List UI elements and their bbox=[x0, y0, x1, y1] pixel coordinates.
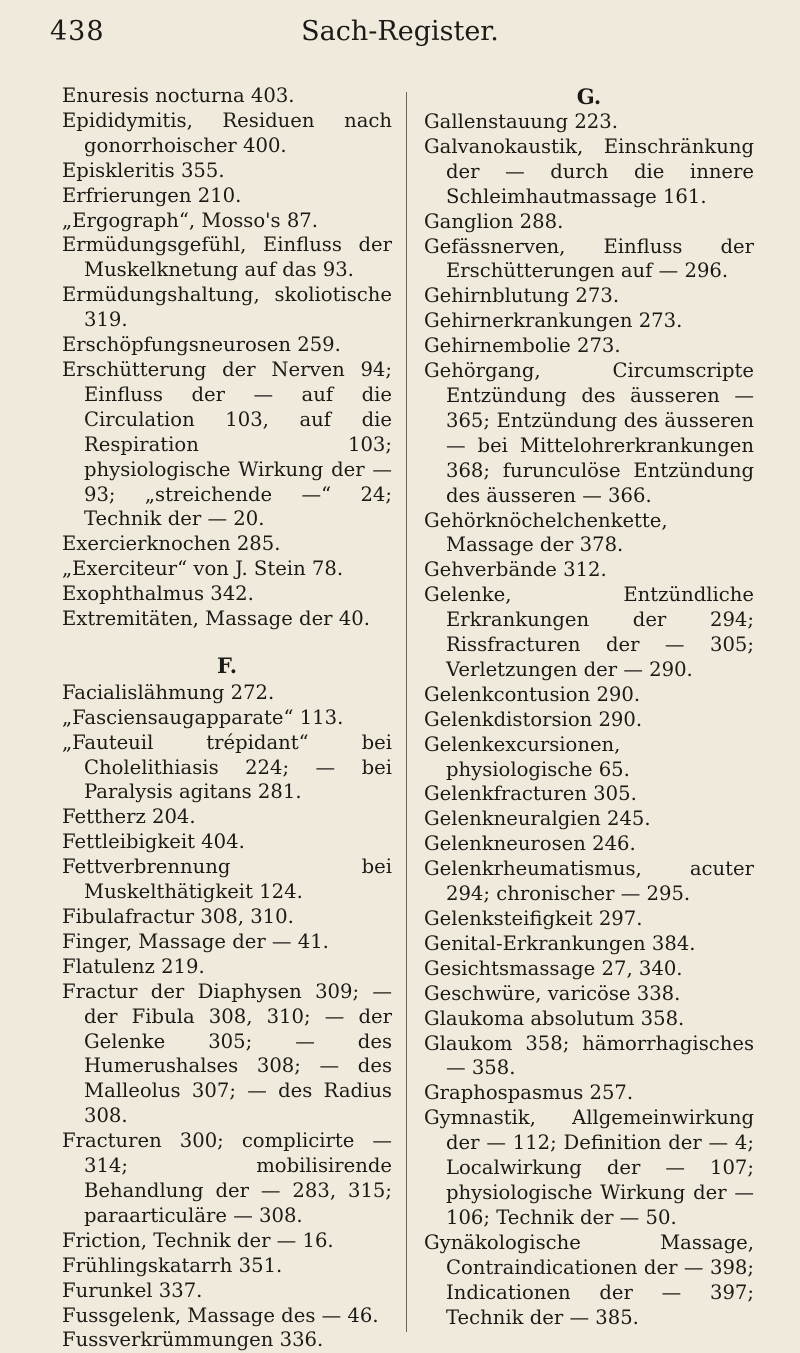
index-entry: Gelenke, Entzündliche Erkrankungen der 294; Rissfracturen der — 305; Verletzungen der — 290. bbox=[424, 583, 754, 681]
index-entry: Fibulafractur 308, 310. bbox=[62, 905, 294, 928]
index-entry: Gehörknöchelchenkette, Massage der 378. bbox=[424, 508, 668, 557]
page-header bbox=[50, 16, 750, 56]
section-letter-g: G. bbox=[576, 84, 602, 109]
index-entry: Furunkel 337. bbox=[62, 1278, 203, 1302]
index-entry: Glaukoma absolutum 358. bbox=[424, 1006, 685, 1030]
index-entry: „Ergograph“, Mosso's 87. bbox=[62, 208, 318, 232]
index-entry: Exercierknochen 285. bbox=[62, 532, 281, 556]
index-entry: Fettherz 204. bbox=[62, 805, 196, 829]
index-entry: Gefässnerven, Einfluss der Erschütterungen auf — 296. bbox=[424, 234, 754, 283]
index-entry: Fettleibigkeit 404. bbox=[62, 830, 245, 854]
index-entry: Facialislähmung 272. bbox=[62, 680, 275, 704]
index-entry: Gehirnblutung 273. bbox=[424, 284, 620, 308]
index-entry: Gelenkrheumatismus, acuter 294; chronischer — 295. bbox=[424, 857, 754, 906]
index-entry: „Exerciteur“ von J. Stein 78. bbox=[62, 557, 344, 581]
index-entry: Gehörgang, Circumscripte Entzündung des äusseren — 365; Entzündung des äusseren — bei Mittelohrerkrankungen 368; furunculöse Entzündung des äusseren — 366. bbox=[424, 359, 754, 507]
index-entry: Gelenkfracturen 305. bbox=[424, 782, 637, 806]
index-entry: Episkleritis 355. bbox=[62, 158, 225, 182]
index-entry: Ermüdungshaltung, skoliotische 319. bbox=[62, 283, 392, 332]
index-entry: Gelenkneurosen 246. bbox=[424, 832, 636, 856]
entries-g bbox=[424, 110, 754, 1330]
index-entry: Glaukom 358; hämorrhagisches — 358. bbox=[424, 1031, 754, 1080]
index-entry: Gelenkneuralgien 245. bbox=[424, 807, 651, 831]
index-entry: Gehirnembolie 273. bbox=[424, 334, 621, 358]
index-entry: Flatulenz 219. bbox=[62, 954, 205, 978]
index-entry: Finger, Massage der — 41. bbox=[62, 929, 329, 953]
index-entry: Gymnastik, Allgemeinwirkung der — 112; Definition der — 4; Localwirkung der — 107; physiologische Wirkung der — 106; Technik der — 50. bbox=[424, 1106, 754, 1229]
index-entry: Gallenstauung 223. bbox=[424, 110, 618, 133]
section-letter-f: F. bbox=[216, 652, 238, 678]
index-entry: Friction, Technik der — 16. bbox=[62, 1228, 334, 1252]
index-entry: Erfrierungen 210. bbox=[62, 183, 242, 207]
index-entry: Epididymitis, Residuen nach gonorrhoischer 400. bbox=[62, 108, 392, 157]
left-column bbox=[62, 84, 392, 1353]
index-entry: Galvanokaustik, Einschränkung der — durch die innere Schleimhautmassage 161. bbox=[424, 134, 754, 208]
index-entry: Graphospasmus 257. bbox=[424, 1081, 634, 1105]
right-column bbox=[424, 110, 754, 1330]
index-entry: Gesichtsmassage 27, 340. bbox=[424, 956, 683, 980]
index-entry: Fractur der Diaphysen 309; — der Fibula 308, 310; — der Gelenke 305; — des Humerushalses 308; — des Malleolus 307; — des Radius 308. bbox=[62, 979, 392, 1128]
index-entry: „Fasciensaugapparate“ 113. bbox=[62, 705, 344, 729]
index-entry: Gynäkologische Massage, Contraindicationen der — 398; Indicationen der — 397; Technik der — 385. bbox=[424, 1230, 754, 1329]
index-entry: Extremitäten, Massage der 40. bbox=[62, 607, 370, 631]
index-entry: Fettverbrennung bei Muskelthätigkeit 124. bbox=[62, 855, 392, 904]
index-entry: Gelenkdistorsion 290. bbox=[424, 707, 643, 731]
column-divider bbox=[406, 92, 407, 1332]
index-entry: Erschöpfungsneurosen 259. bbox=[62, 333, 341, 357]
index-entry: Gelenksteifigkeit 297. bbox=[424, 907, 643, 930]
index-entry: Fussverkrümmungen 336. bbox=[62, 1328, 324, 1352]
index-entry: Gehverbände 312. bbox=[424, 558, 607, 582]
index-entry: Gelenkcontusion 290. bbox=[424, 682, 641, 706]
index-entry: Exophthalmus 342. bbox=[62, 582, 254, 606]
running-head: Sach-Register. bbox=[301, 16, 499, 47]
index-entry: Geschwüre, varicöse 338. bbox=[424, 981, 681, 1005]
index-entry: Frühlingskatarrh 351. bbox=[62, 1253, 283, 1277]
index-entry: Fussgelenk, Massage des — 46. bbox=[62, 1303, 379, 1327]
index-entry: Gelenkexcursionen, physiologische 65. bbox=[424, 732, 630, 781]
entries-f bbox=[62, 681, 392, 1353]
entries-e bbox=[62, 84, 392, 632]
index-entry: Gehirnerkrankungen 273. bbox=[424, 309, 683, 333]
index-entry: Genital-Erkrankungen 384. bbox=[424, 931, 696, 955]
index-entry: Ganglion 288. bbox=[424, 209, 564, 233]
index-entry: Fracturen 300; complicirte — 314; mobilisirende Behandlung der — 283, 315; paraarticuläre — 308. bbox=[62, 1129, 392, 1227]
page-number: 438 bbox=[50, 16, 105, 47]
index-entry: Erschütterung der Nerven 94; Einfluss der — auf die Circulation 103, auf die Respiration 103; physiologische Wirkung der — 93; „streichende —“ 24; Technik der — 20. bbox=[62, 357, 392, 531]
index-entry: Ermüdungsgefühl, Einfluss der Muskelknetung auf das 93. bbox=[62, 233, 392, 282]
index-entry: Enuresis nocturna 403. bbox=[62, 84, 295, 107]
index-entry: „Fauteuil trépidant“ bei Cholelithiasis 224; — bei Paralysis agitans 281. bbox=[62, 730, 392, 804]
